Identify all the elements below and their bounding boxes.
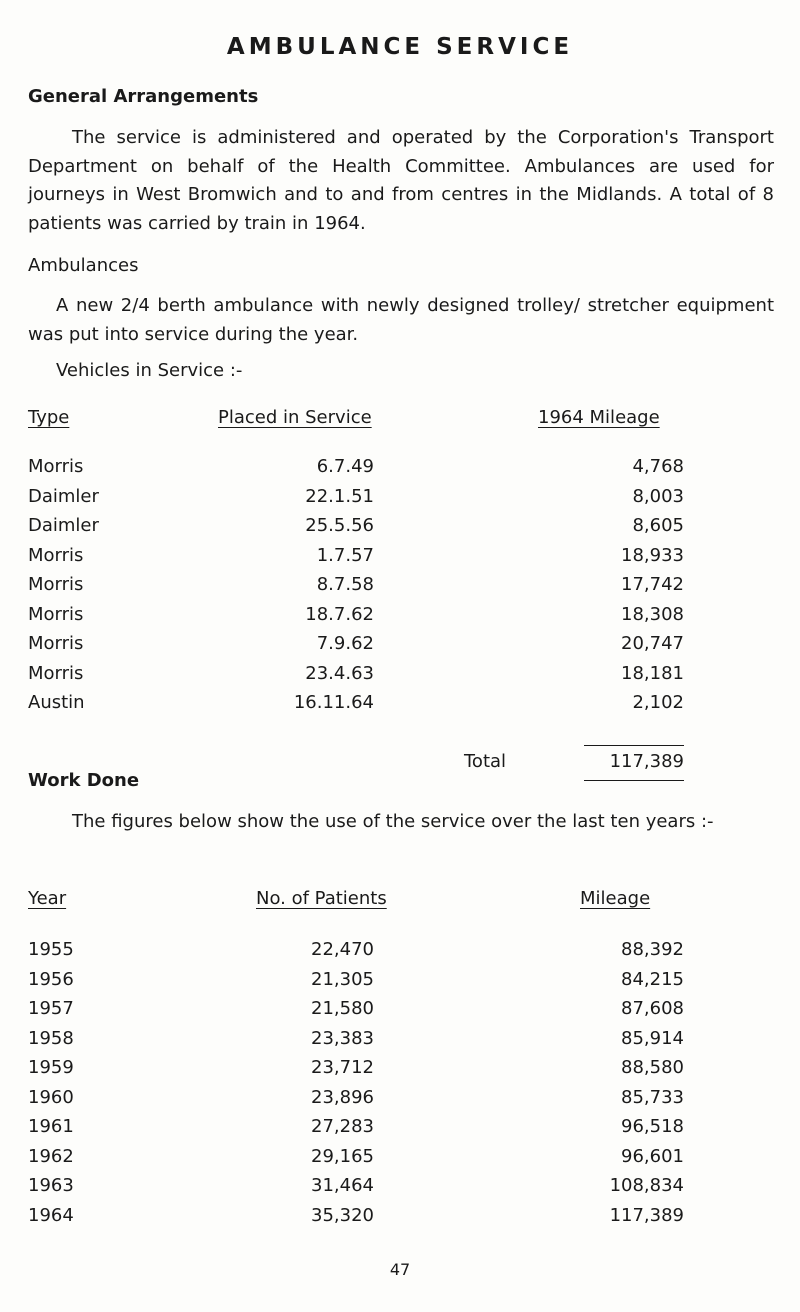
work-mileage: 96,518 bbox=[621, 1116, 684, 1137]
work-patients: 31,464 bbox=[311, 1175, 374, 1196]
vehicle-placed-date: 1.7.57 bbox=[316, 544, 374, 566]
vehicle-placed-date: 7.9.62 bbox=[316, 633, 374, 654]
work-mileage: 87,608 bbox=[621, 998, 684, 1019]
work-mileage: 85,733 bbox=[621, 1086, 684, 1108]
work-mileage: 84,215 bbox=[621, 968, 684, 990]
vehicle-type: Morris bbox=[28, 662, 84, 684]
vehicles-intro: Vehicles in Service :- bbox=[56, 360, 243, 381]
work-mileage: 85,914 bbox=[621, 1027, 684, 1049]
vehicle-type: Morris bbox=[28, 633, 84, 654]
vehicle-mileage: 8,605 bbox=[632, 515, 684, 536]
vehicle-type: Daimler bbox=[28, 485, 99, 507]
vehicle-type: Morris bbox=[28, 574, 84, 595]
work-done-paragraph bbox=[28, 808, 774, 837]
vehicle-type: Morris bbox=[28, 456, 84, 477]
total-label: Total bbox=[464, 751, 507, 772]
work-year: 1964 bbox=[28, 1204, 74, 1226]
work-col-year: Year bbox=[28, 888, 67, 909]
total-rule-top bbox=[584, 745, 684, 746]
vehicle-mileage: 18,181 bbox=[621, 662, 684, 684]
vehicle-placed-date: 22.1.51 bbox=[305, 485, 374, 507]
work-done-heading: Work Done bbox=[28, 770, 140, 791]
total-rule-bottom bbox=[584, 780, 684, 781]
work-year: 1960 bbox=[28, 1086, 74, 1108]
work-mileage: 88,580 bbox=[621, 1057, 684, 1078]
general-arrangements-text: The service is administered and operated by the Corporation's Transport Department on behalf of the Health Committee. Ambulances are used for journeys in West Bromwich and to and from centres in the Midlands. A total of 8 patients was carried by train in 1964. bbox=[28, 127, 774, 234]
work-mileage: 96,601 bbox=[621, 1145, 684, 1167]
work-year: 1955 bbox=[28, 939, 74, 960]
ambulances-heading: Ambulances bbox=[28, 255, 139, 276]
work-patients: 23,383 bbox=[311, 1027, 374, 1049]
vehicle-placed-date: 23.4.63 bbox=[305, 662, 374, 684]
work-year: 1959 bbox=[28, 1057, 74, 1078]
work-patients: 21,580 bbox=[311, 998, 374, 1019]
vehicle-placed-date: 25.5.56 bbox=[305, 515, 374, 536]
vehicle-mileage: 20,747 bbox=[621, 633, 684, 654]
vehicle-mileage: 8,003 bbox=[632, 485, 684, 507]
work-patients: 22,470 bbox=[311, 939, 374, 960]
work-patients: 29,165 bbox=[311, 1145, 374, 1167]
vehicle-type: Morris bbox=[28, 544, 84, 566]
work-patients: 23,896 bbox=[311, 1086, 374, 1108]
ambulances-paragraph bbox=[28, 292, 774, 349]
general-arrangements-paragraph bbox=[28, 124, 774, 238]
vehicle-mileage: 2,102 bbox=[632, 692, 684, 713]
work-patients: 23,712 bbox=[311, 1057, 374, 1078]
vehicles-col-type: Type bbox=[28, 407, 70, 428]
work-done-text: The figures below show the use of the service over the last ten years :- bbox=[72, 811, 714, 832]
vehicle-mileage: 18,933 bbox=[621, 544, 684, 566]
work-patients: 21,305 bbox=[311, 968, 374, 990]
vehicle-placed-date: 8.7.58 bbox=[316, 574, 374, 595]
work-patients: 27,283 bbox=[311, 1116, 374, 1137]
vehicles-col-mileage: 1964 Mileage bbox=[538, 407, 660, 428]
work-year: 1956 bbox=[28, 968, 74, 990]
work-mileage: 108,834 bbox=[609, 1175, 684, 1196]
vehicle-mileage: 18,308 bbox=[621, 603, 684, 625]
vehicle-type: Austin bbox=[28, 692, 85, 713]
vehicle-type: Morris bbox=[28, 603, 84, 625]
vehicle-type: Daimler bbox=[28, 515, 99, 536]
ambulances-text: A new 2/4 berth ambulance with newly designed trolley/ stretcher equipment was put into service during the year. bbox=[28, 295, 774, 345]
work-year: 1961 bbox=[28, 1116, 74, 1137]
page-title: AMBULANCE SERVICE bbox=[226, 34, 574, 60]
general-arrangements-heading: General Arrangements bbox=[28, 86, 259, 107]
work-col-mileage: Mileage bbox=[580, 888, 651, 909]
work-mileage: 88,392 bbox=[621, 939, 684, 960]
vehicle-placed-date: 6.7.49 bbox=[316, 456, 374, 477]
work-patients: 35,320 bbox=[311, 1204, 374, 1226]
page-number: 47 bbox=[389, 1260, 411, 1279]
vehicles-col-placed: Placed in Service bbox=[218, 407, 372, 428]
vehicle-mileage: 17,742 bbox=[621, 574, 684, 595]
work-col-patients: No. of Patients bbox=[256, 888, 387, 909]
work-year: 1962 bbox=[28, 1145, 74, 1167]
vehicle-placed-date: 18.7.62 bbox=[305, 603, 374, 625]
work-year: 1963 bbox=[28, 1175, 74, 1196]
work-mileage: 117,389 bbox=[609, 1204, 684, 1226]
vehicle-placed-date: 16.11.64 bbox=[293, 692, 374, 713]
work-year: 1957 bbox=[28, 998, 74, 1019]
work-year: 1958 bbox=[28, 1027, 74, 1049]
vehicle-mileage: 4,768 bbox=[632, 456, 684, 477]
total-value: 117,389 bbox=[609, 751, 684, 772]
